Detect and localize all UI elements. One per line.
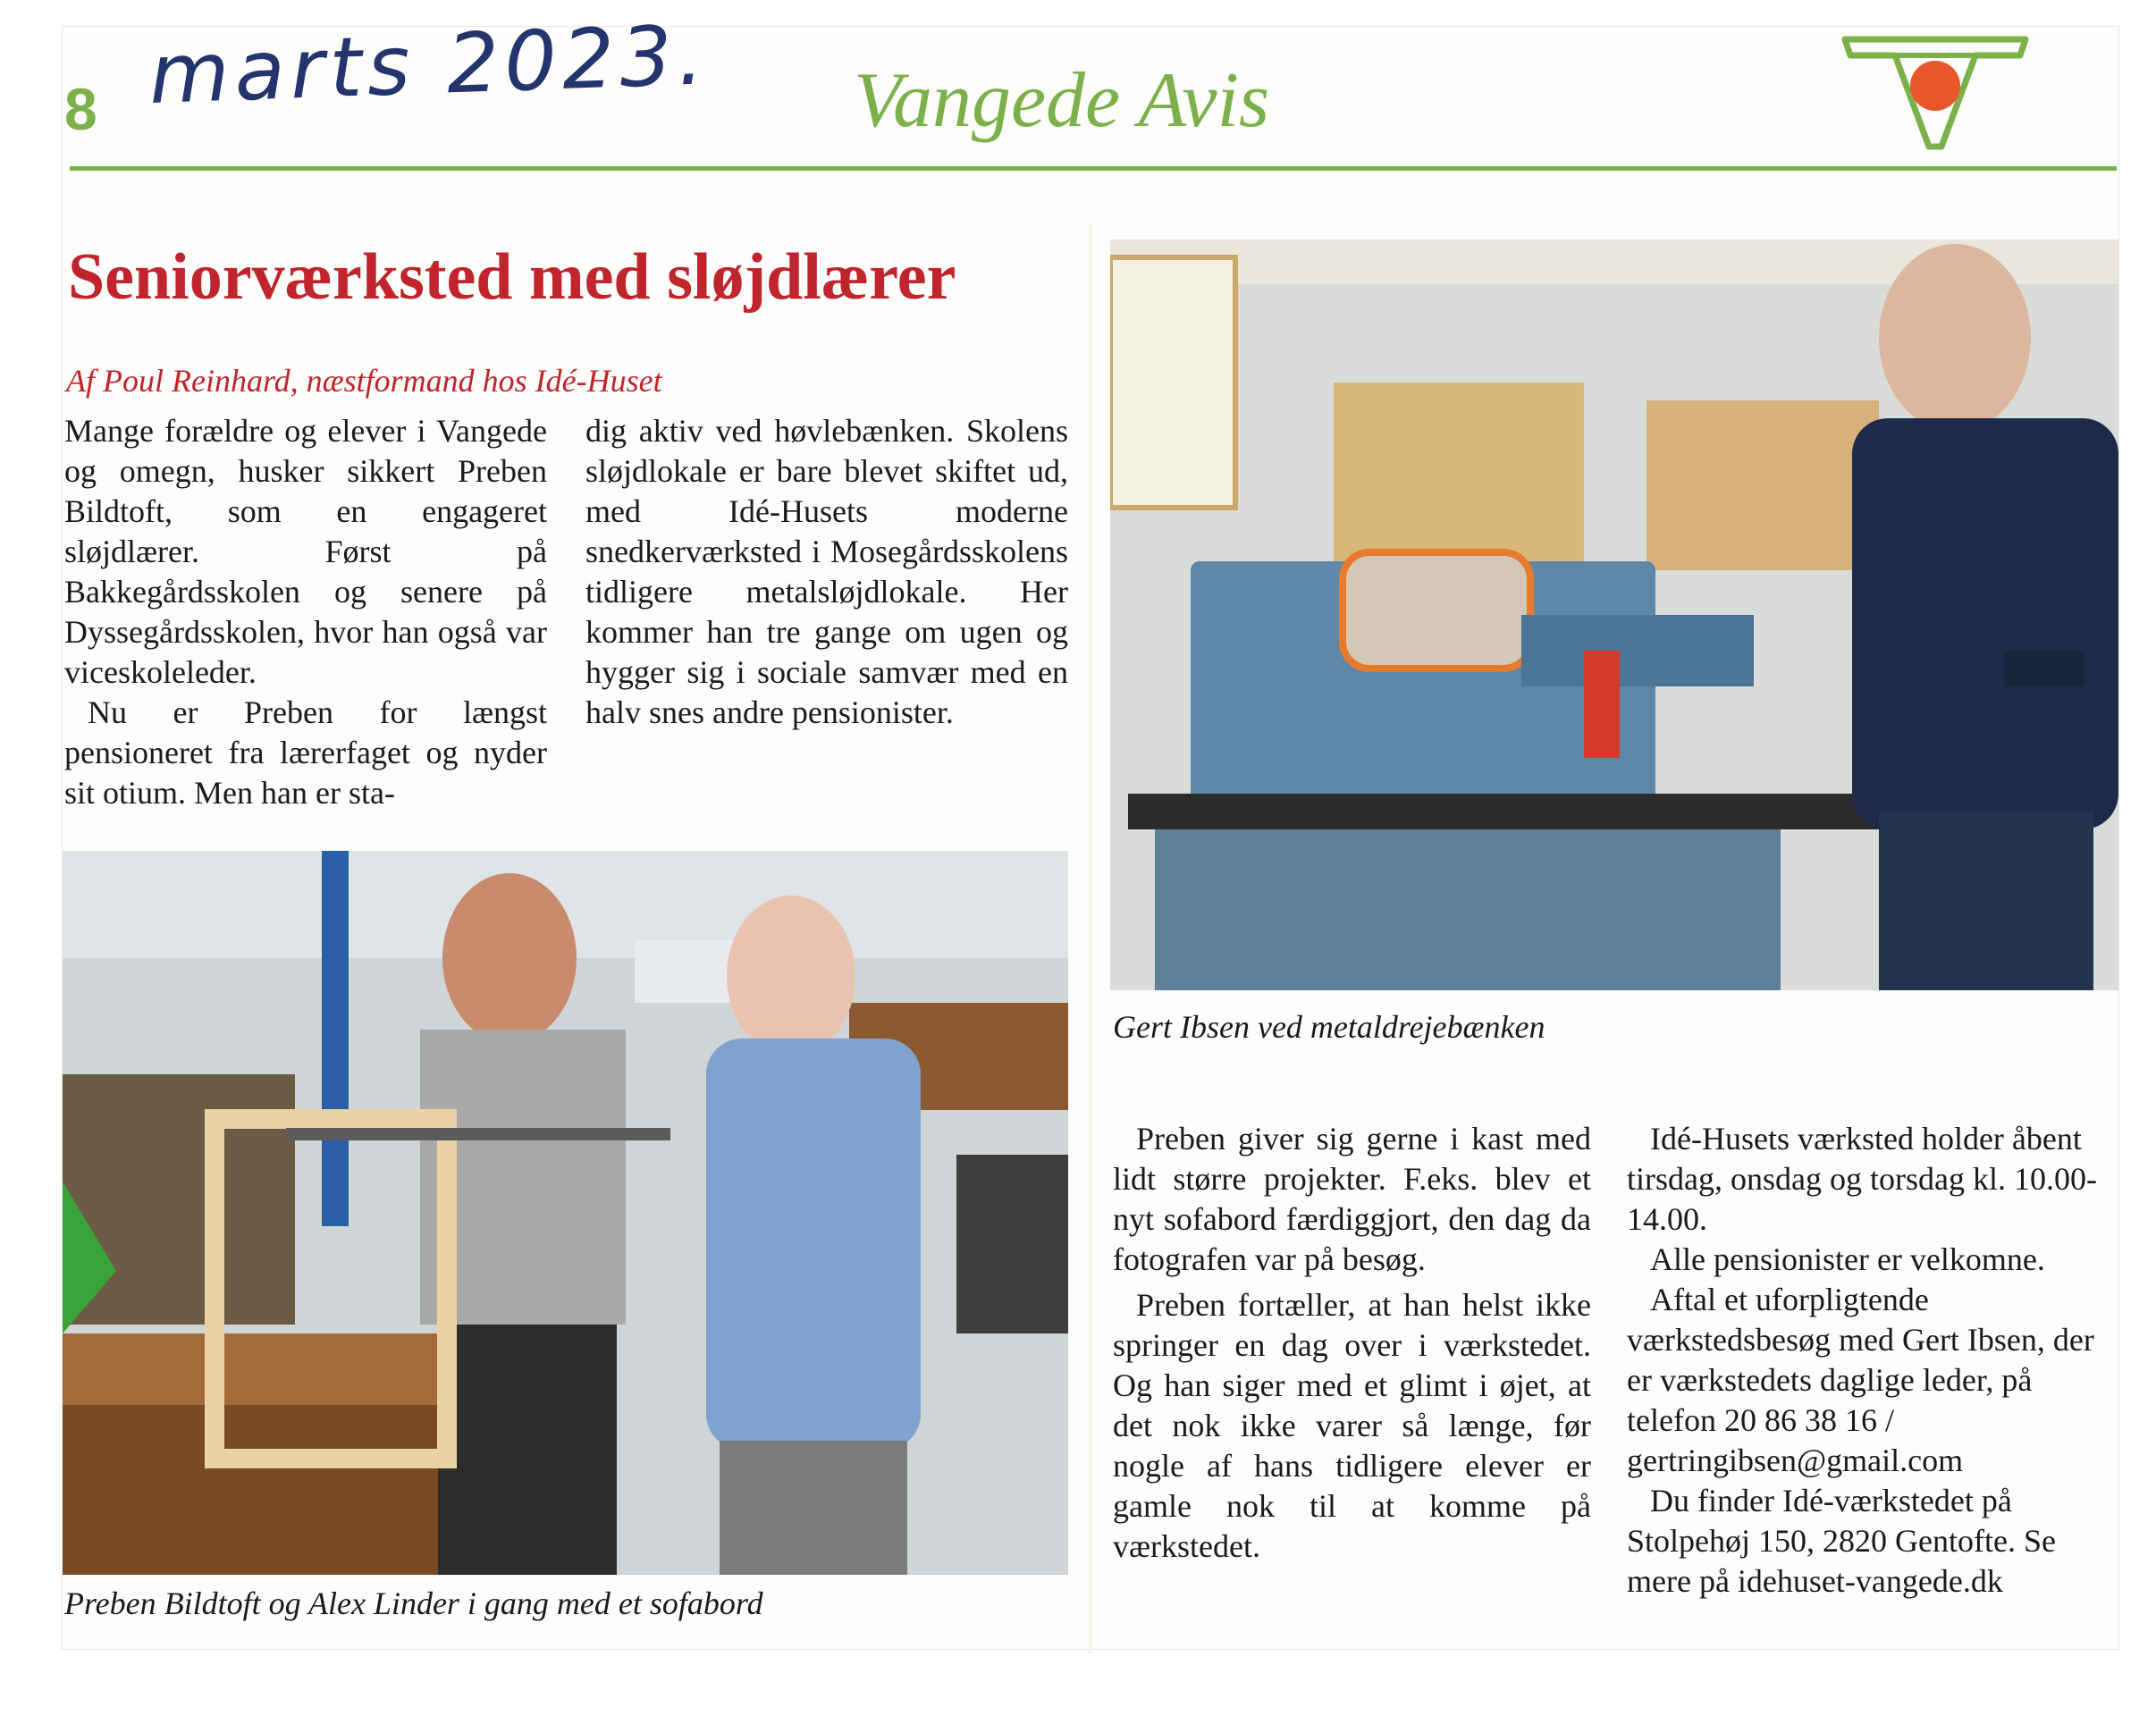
- photo-caption: Gert Ibsen ved metaldrejebænken: [1113, 1009, 1545, 1045]
- handwritten-date: marts 2023.: [147, 7, 711, 122]
- article-byline: Af Poul Reinhard, næstformand hos Idé-Huset: [66, 363, 662, 399]
- paragraph: Aftal et uforpligtende værkstedsbesøg med Gert Ibsen, der er værkstedets daglige leder, på telefon 20 86 38 16 / gertringibsen@gmail.com: [1627, 1282, 2094, 1478]
- paragraph: Preben fortæller, at han helst ikke springer en dag over i værkstedet. Og han siger med et glimt i øjet, at det nok ikke varer så længe, før nogle af hans tidligere elever er gamle nok til at komme på værkstedet.: [1113, 1287, 1591, 1564]
- lathe-photo-illustration: [1110, 240, 2118, 990]
- paragraph: Preben giver sig gerne i kast med lidt større projekter. F.eks. blev et nyt sofabord færdiggjort, den dag da fotografen var på besøg.: [1113, 1121, 1591, 1277]
- paper-fold: [1089, 223, 1092, 1653]
- vangede-v-logo-icon: [1841, 36, 2029, 152]
- article-column-4: [1627, 1119, 2110, 1602]
- masthead-rule: [70, 166, 2117, 171]
- article-column-2: [585, 411, 1068, 733]
- article-headline: Seniorværksted med sløjdlærer: [68, 240, 956, 314]
- masthead-title: Vangede Avis: [854, 57, 1270, 144]
- paragraph: Du finder Idé-værkstedet på Stolpehøj 150, 2820 Gentofte. Se mere på idehuset-vangede.dk: [1627, 1483, 2056, 1599]
- article-column-3: [1113, 1119, 1591, 1567]
- paragraph: Nu er Preben for længst pensioneret fra lærerfaget og nyder sit otium. Men han er sta-: [64, 694, 547, 811]
- paragraph: Alle pensionister er velkomne.: [1650, 1241, 2045, 1277]
- photo-caption: Preben Bildtoft og Alex Linder i gang med et sofabord: [64, 1586, 763, 1621]
- workshop-photo: [63, 851, 1068, 1575]
- lathe-photo: [1110, 240, 2118, 990]
- paragraph: Idé-Husets værksted holder åbent tirsdag, onsdag og torsdag kl. 10.00-14.00.: [1627, 1121, 2097, 1237]
- paragraph: Mange forældre og elever i Vangede og omegn, husker sikkert Preben Bildtoft, som en engageret sløjdlærer. Først på Bakkegårdsskolen og senere på Dyssegårdsskolen, hvor han også var viceskoleleder.: [64, 413, 547, 690]
- paragraph: dig aktiv ved høvlebænken. Skolens sløjdlokale er bare blevet skiftet ud, med Idé-Husets moderne snedkerværksted i Mosegårdsskolens tidligere metalsløjdlokale. Her kommer han tre gange om ugen og hygger sig i sociale samvær med en halv snes andre pensionister.: [585, 413, 1068, 730]
- workshop-photo-illustration: [63, 851, 1068, 1575]
- page-number: 8: [64, 76, 97, 142]
- article-column-1: [64, 411, 547, 813]
